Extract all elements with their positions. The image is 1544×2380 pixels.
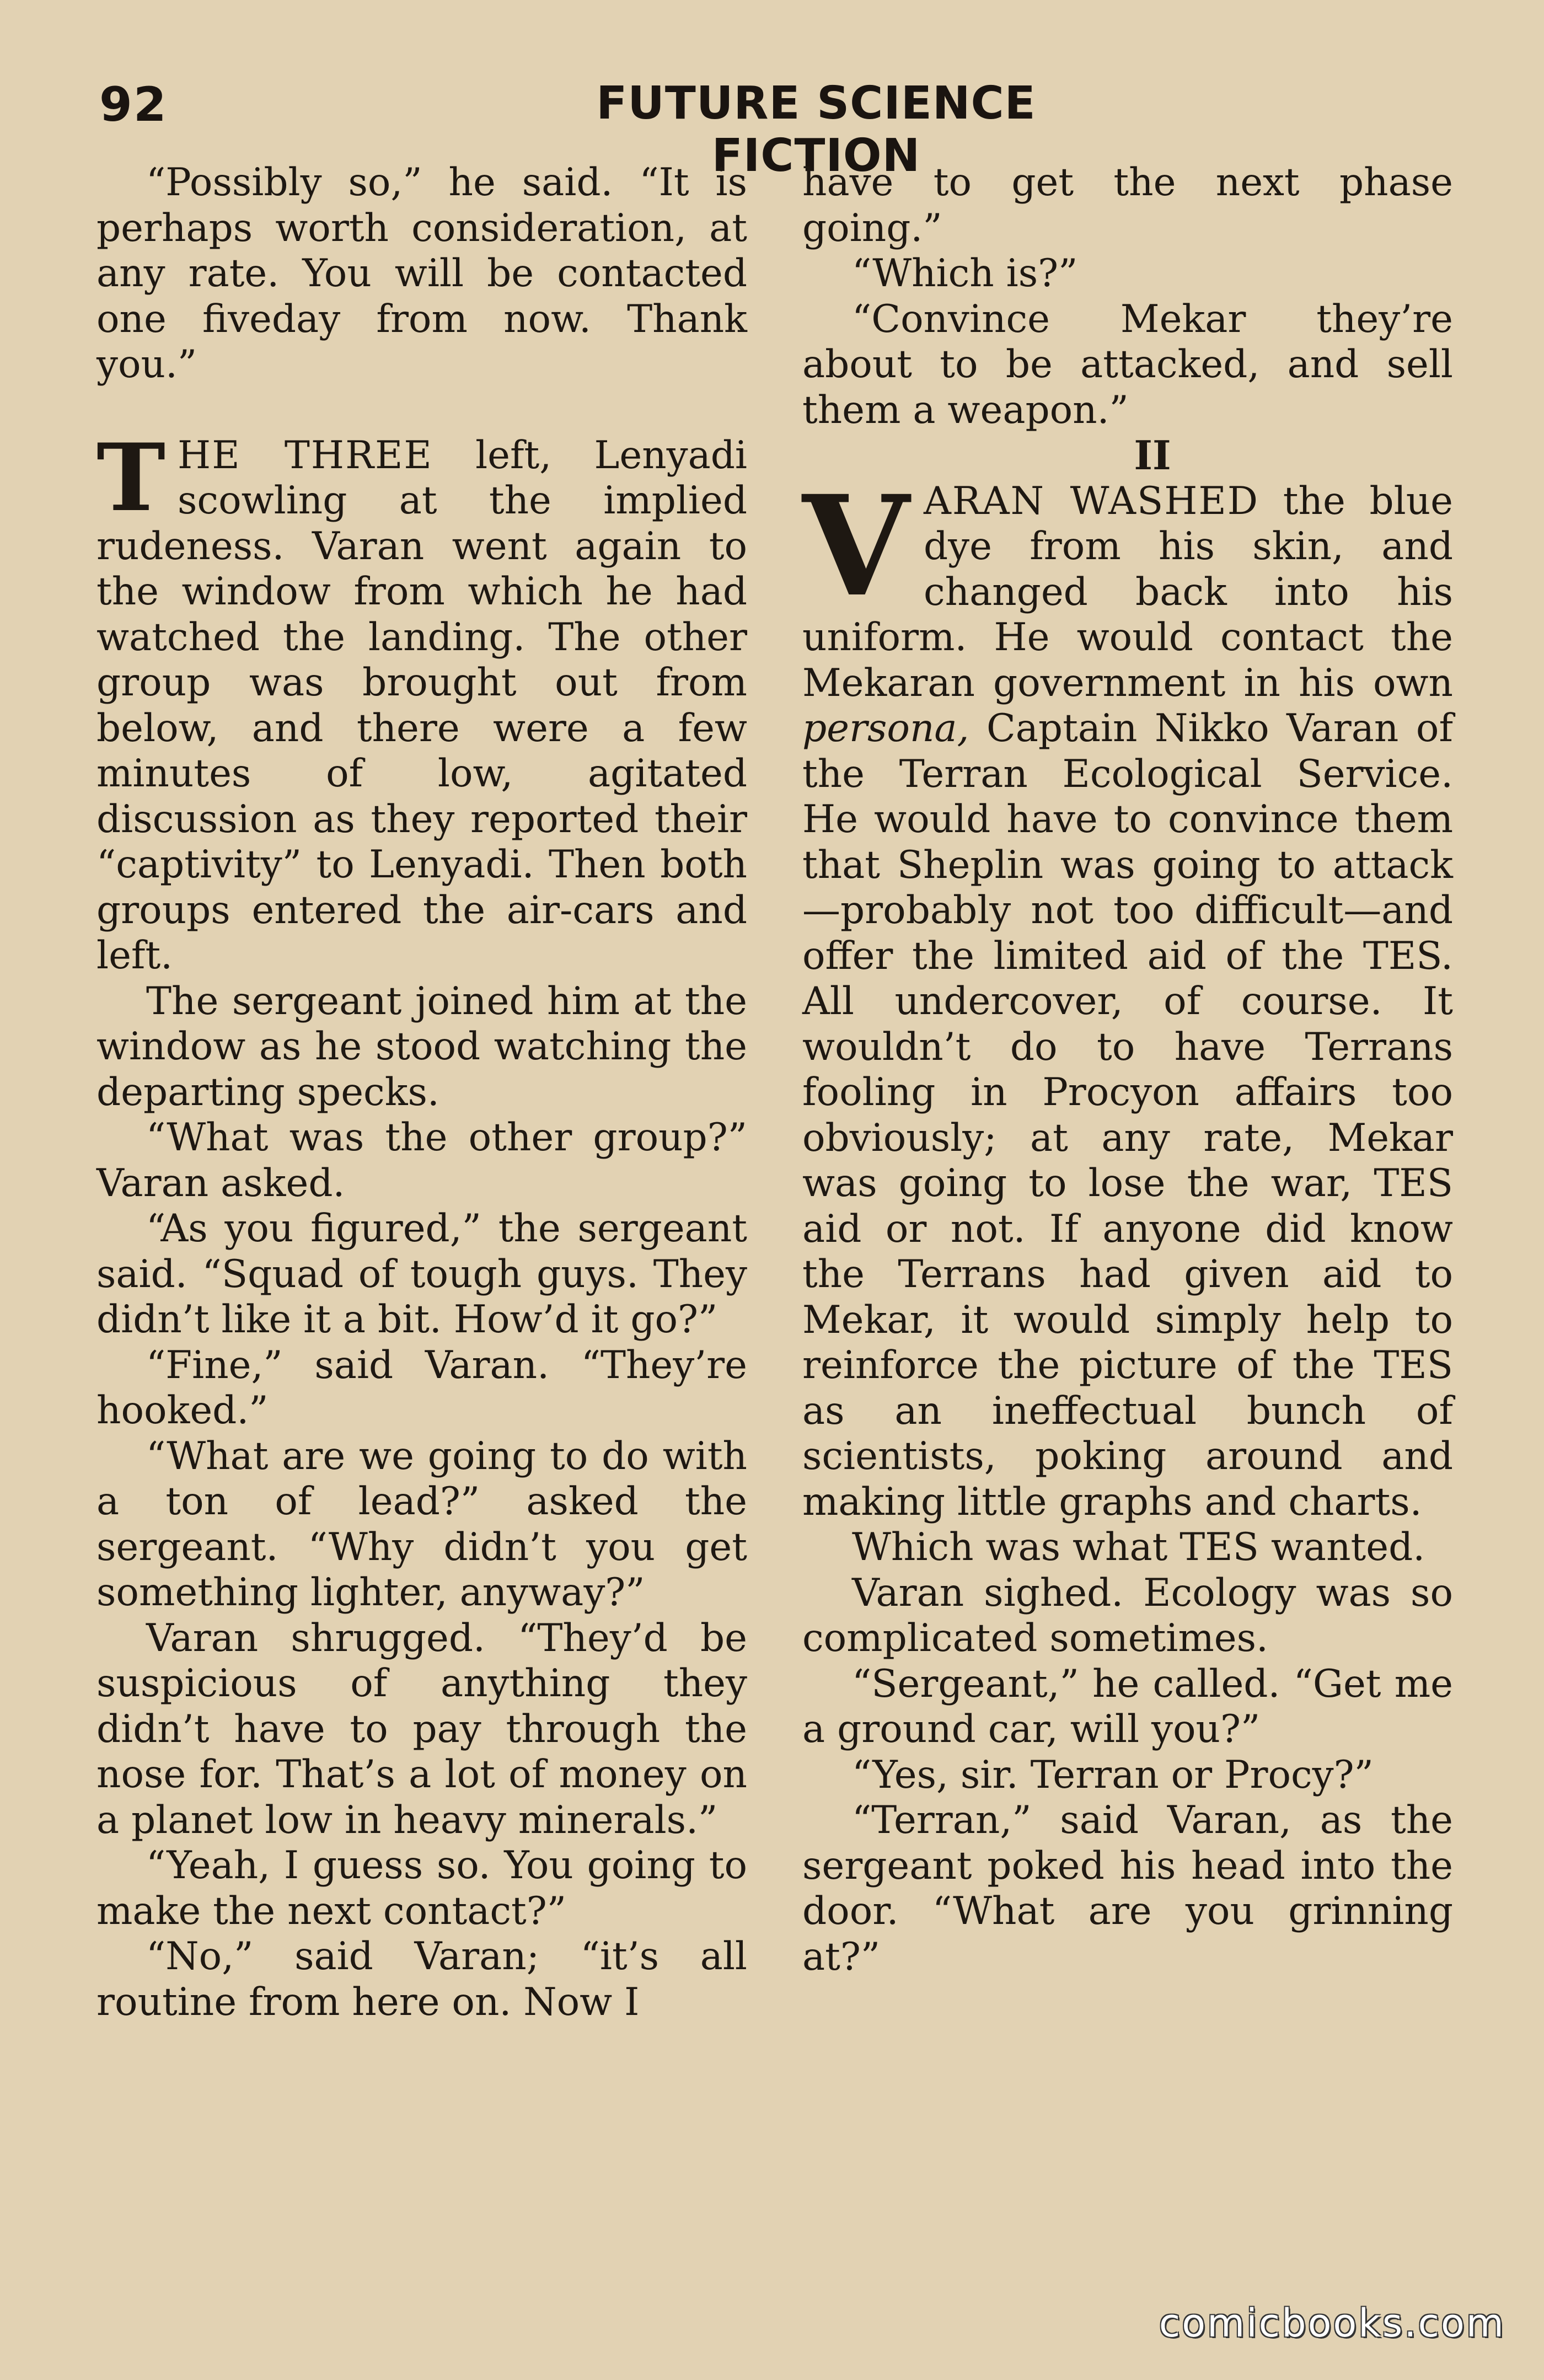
paragraph: “Yeah, I guess so. You going to make the next contact?” (96, 1843, 747, 1933)
section-opening-paragraph (96, 422, 747, 979)
watermark: comicbooks.com (1159, 2301, 1505, 2346)
drop-cap: T (96, 422, 166, 532)
paragraph: “Which is?” (852, 251, 1078, 296)
italic-text: persona, (802, 706, 969, 751)
paragraph: Varan sighed. Ecology was so complicated sometimes. (802, 1570, 1453, 1660)
paragraph (96, 160, 747, 388)
running-title: FUTURE SCIENCE FICTION (596, 77, 1036, 182)
section-opening-paragraph (802, 464, 1453, 1525)
section-heading: II (1134, 432, 1171, 479)
lead-in-caps: HE THREE (178, 433, 433, 478)
paragraph-text: Captain Nikko Varan of the Terran Ecological Service. He would have to convince them that Sheplin was going to attack—probably not too difficult—and offer the limited aid of the TES. All undercover, of course. It wouldn’t do to have Terrans fooling in Procyon affairs too obviously; at any rate, Mekar was going to lose the war, TES aid or not. If anyone did know the Terrans had given aid to Mekar, it would simply help to reinforce the picture of the TES as an ineffectual bunch of scientists, poking around and making little graphs and charts. (802, 706, 1453, 1524)
left-column (96, 160, 747, 2025)
paragraph-text: the blue dye from his skin, and changed back into his uniform. He would contact the Mekaran government in his own (802, 479, 1453, 705)
paragraph: “Sergeant,” he called. “Get me a ground car, will you?” (802, 1661, 1453, 1751)
paragraph-text: “Possibly so,” he said. “It is perhaps worth consideration, at any rate. You will be contacted one fiveday from now. Thank you.” (96, 160, 747, 387)
paragraph-text: left, Lenyadi scowling at the implied rudeness. Varan went again to the window from which he had watched the landing. The other group was brought out from below, and there were a few minutes of low, agitated discussion as they reported their “captivity” to Lenyadi. Then both groups entered the air-cars and left. (96, 433, 747, 978)
page-header (99, 77, 1456, 182)
paragraph: “What are we going to do with a ton of lead?” asked the sergeant. “Why didn’t you get something lighter, anyway?” (96, 1434, 747, 1615)
paragraph: “Terran,” said Varan, as the sergeant poked his head into the door. “What are you grinning at?” (802, 1798, 1453, 1979)
paragraph: “What was the other group?” Varan asked. (96, 1116, 747, 1205)
page-number: 92 (99, 77, 168, 132)
paragraph: Varan shrugged. “They’d be suspicious of anything they didn’t have to pay through the nose for. That’s a lot of money on a planet low in heavy minerals.” (96, 1616, 747, 1842)
paragraph: “Convince Mekar they’re about to be attacked, and sell them a weapon.” (802, 297, 1453, 432)
paragraph: Which was what TES wanted. (852, 1525, 1425, 1569)
paragraph: “No,” said Varan; “it’s all routine from here on. Now I (96, 1934, 747, 2024)
paragraph: “Yes, sir. Terran or Procy?” (852, 1752, 1374, 1797)
paragraph: have to get the next phase going.” (802, 160, 1453, 250)
paragraph: “Fine,” said Varan. “They’re hooked.” (96, 1343, 747, 1433)
right-column (802, 160, 1453, 1980)
paragraph: “As you figured,” the sergeant said. “Squad of tough guys. They didn’t like it a bit. How’d it go?” (96, 1207, 747, 1342)
drop-cap: V (802, 464, 909, 627)
paragraph: The sergeant joined him at the window as he stood watching the departing specks. (96, 979, 747, 1114)
lead-in-caps: ARAN WASHED (923, 479, 1259, 523)
